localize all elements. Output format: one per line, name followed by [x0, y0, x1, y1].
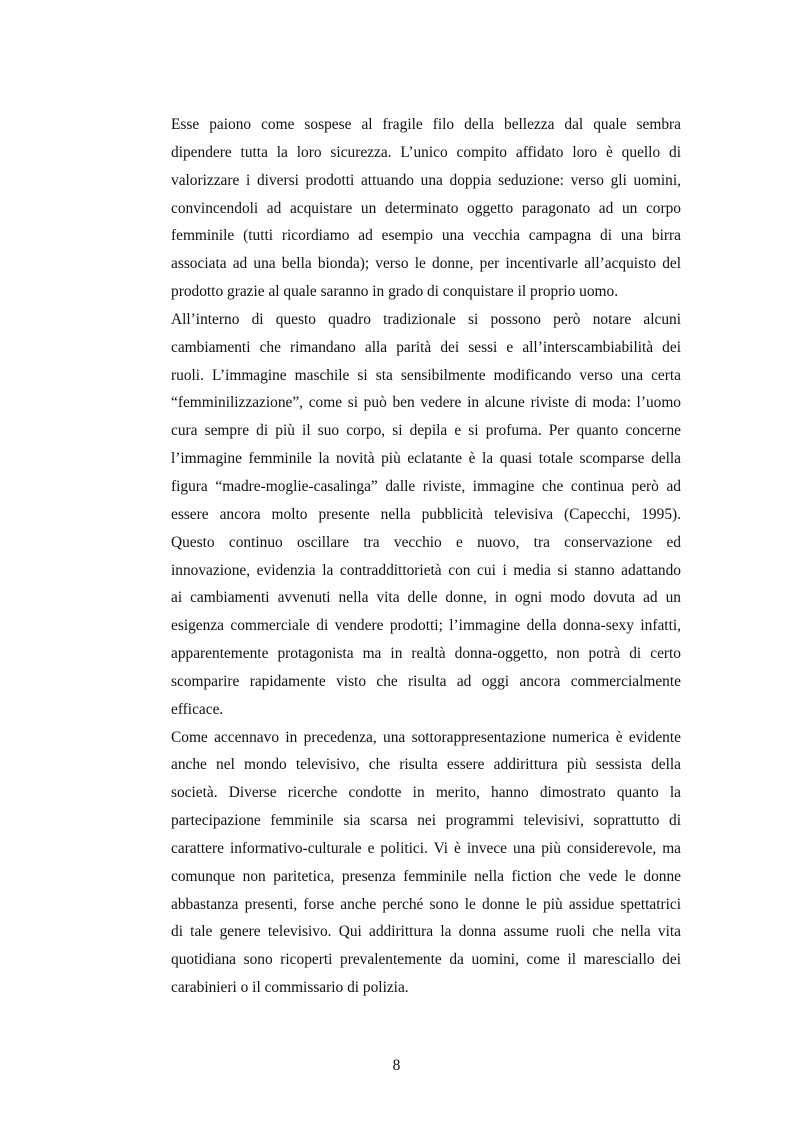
- text-line: essere ancora molto presente nella pubblicità televisiva (Capecchi, 1995).: [171, 505, 681, 523]
- text-line: associata ad una bella bionda); verso le donne, per incentivarle all’acquisto del: [171, 255, 681, 273]
- text-line: partecipazione femminile sia scarsa nei programmi televisivi, soprattutto di: [171, 812, 681, 830]
- text-line: dipendere tutta la loro sicurezza. L’unico compito affidato loro è quello di: [171, 143, 681, 161]
- text-line: carattere informativo-culturale e politici. Vi è invece una più considerevole, ma: [171, 839, 681, 857]
- body-text: [171, 111, 681, 1002]
- text-line: convincendoli ad acquistare un determinato oggetto paragonato ad un corpo: [171, 199, 681, 217]
- text-line: “femminilizzazione”, come si può ben vedere in alcune riviste di moda: l’uomo: [171, 394, 681, 412]
- text-line: apparentemente protagonista ma in realtà donna-oggetto, non potrà di certo: [171, 645, 681, 663]
- text-line: comunque non paritetica, presenza femminile nella fiction che vede le donne: [171, 867, 681, 885]
- text-line: cura sempre di più il suo corpo, si depila e si profuma. Per quanto concerne: [171, 422, 681, 440]
- text-line: di tale genere televisivo. Qui addirittura la donna assume ruoli che nella vita: [171, 923, 681, 941]
- text-line: l’immagine femminile la novità più eclatante è la quasi totale scomparse della: [171, 450, 681, 468]
- text-line: Esse paiono come sospese al fragile filo della bellezza dal quale sembra: [171, 116, 681, 133]
- text-line: esigenza commerciale di vendere prodotti; l’immagine della donna-sexy infatti,: [171, 617, 681, 635]
- text-line: quotidiana sono ricoperti prevalentemente da uomini, come il maresciallo dei: [171, 951, 681, 969]
- text-line: cambiamenti che rimandano alla parità dei sessi e all’interscambiabilità dei: [171, 338, 681, 356]
- text-line: ruoli. L’immagine maschile si sta sensibilmente modificando verso una certa: [171, 366, 681, 384]
- text-line: figura “madre-moglie-casalinga” dalle riviste, immagine che continua però ad: [171, 477, 681, 495]
- text-line: anche nel mondo televisivo, che risulta essere addirittura più sessista della: [171, 756, 681, 774]
- text-line: femminile (tutti ricordiamo ad esempio una vecchia campagna di una birra: [171, 227, 681, 245]
- text-line: ai cambiamenti avvenuti nella vita delle donne, in ogni modo dovuta ad un: [171, 589, 681, 607]
- text-line: Questo continuo oscillare tra vecchio e nuovo, tra conservazione ed: [171, 533, 681, 551]
- text-line: All’interno di questo quadro tradizionale si possono però notare alcuni: [171, 310, 681, 328]
- text-line: carabinieri o il commissario di polizia.: [171, 979, 409, 997]
- text-line: efficace.: [171, 700, 224, 718]
- text-line: valorizzare i diversi prodotti attuando una doppia seduzione: verso gli uomini,: [171, 171, 681, 189]
- text-line: società. Diverse ricerche condotte in merito, hanno dimostrato quanto la: [171, 784, 681, 802]
- text-line: scomparire rapidamente visto che risulta ad oggi ancora commercialmente: [171, 672, 681, 690]
- page-number: 8: [392, 1057, 401, 1074]
- text-line: Come accennavo in precedenza, una sottorappresentazione numerica è evidente: [171, 728, 681, 746]
- text-line: abbastanza presenti, forse anche perché sono le donne le più assidue spettatrici: [171, 895, 681, 913]
- text-line: prodotto grazie al quale saranno in grado di conquistare il proprio uomo.: [171, 283, 619, 301]
- text-line: innovazione, evidenzia la contraddittorietà con cui i media si stanno adattando: [171, 561, 681, 579]
